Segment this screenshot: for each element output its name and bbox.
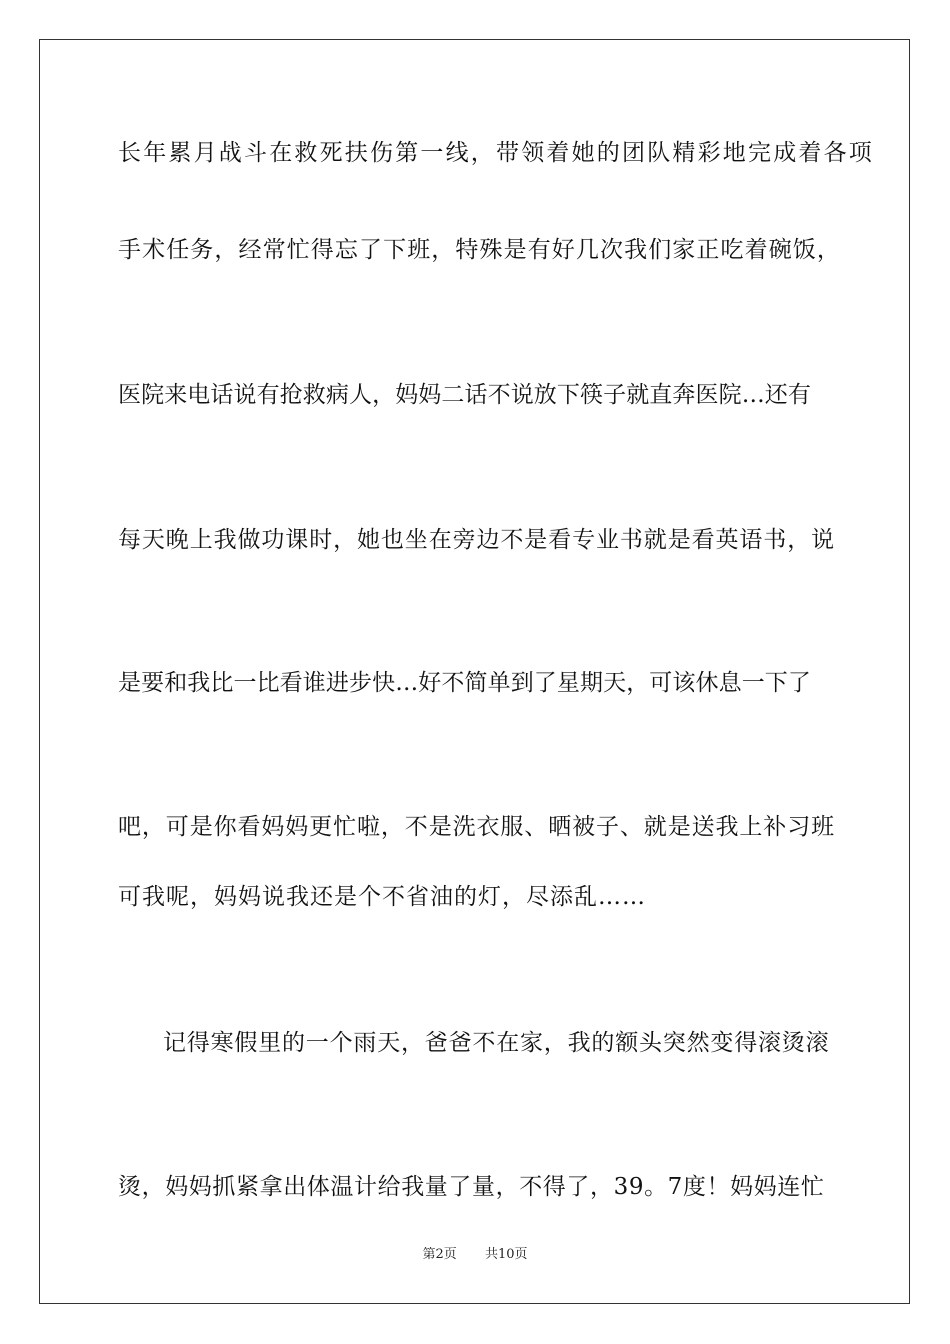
total-pages: 共10页 <box>485 1247 528 1262</box>
text-line: 长年累月战斗在救死扶伤第一线，带领着她的团队精彩地完成着各项 <box>118 140 874 166</box>
text-line: 吧，可是你看妈妈更忙啦，不是洗衣服、晒被子、就是送我上补习班 <box>118 814 835 840</box>
page-footer <box>0 1246 950 1264</box>
page-number: 第2页 <box>422 1247 457 1262</box>
paragraph-start-line: 记得寒假里的一个雨天，爸爸不在家，我的额头突然变得滚烫滚 <box>163 1030 830 1056</box>
text-line: 每天晚上我做功课时，她也坐在旁边不是看专业书就是看英语书，说 <box>118 527 835 553</box>
text-line: 是要和我比一比看谁进步快…好不简单到了星期天，可该休息一下了 <box>118 670 811 696</box>
text-line: 医院来电话说有抢救病人，妈妈二话不说放下筷子就直奔医院…还有 <box>118 382 811 408</box>
text-line: 烫，妈妈抓紧拿出体温计给我量了量，不得了，39。7度！妈妈连忙 <box>118 1174 825 1200</box>
text-line: 手术任务，经常忙得忘了下班，特殊是有好几次我们家正吃着碗饭， <box>118 237 841 263</box>
text-line: 可我呢，妈妈说我还是个不省油的灯，尽添乱…… <box>118 884 646 910</box>
